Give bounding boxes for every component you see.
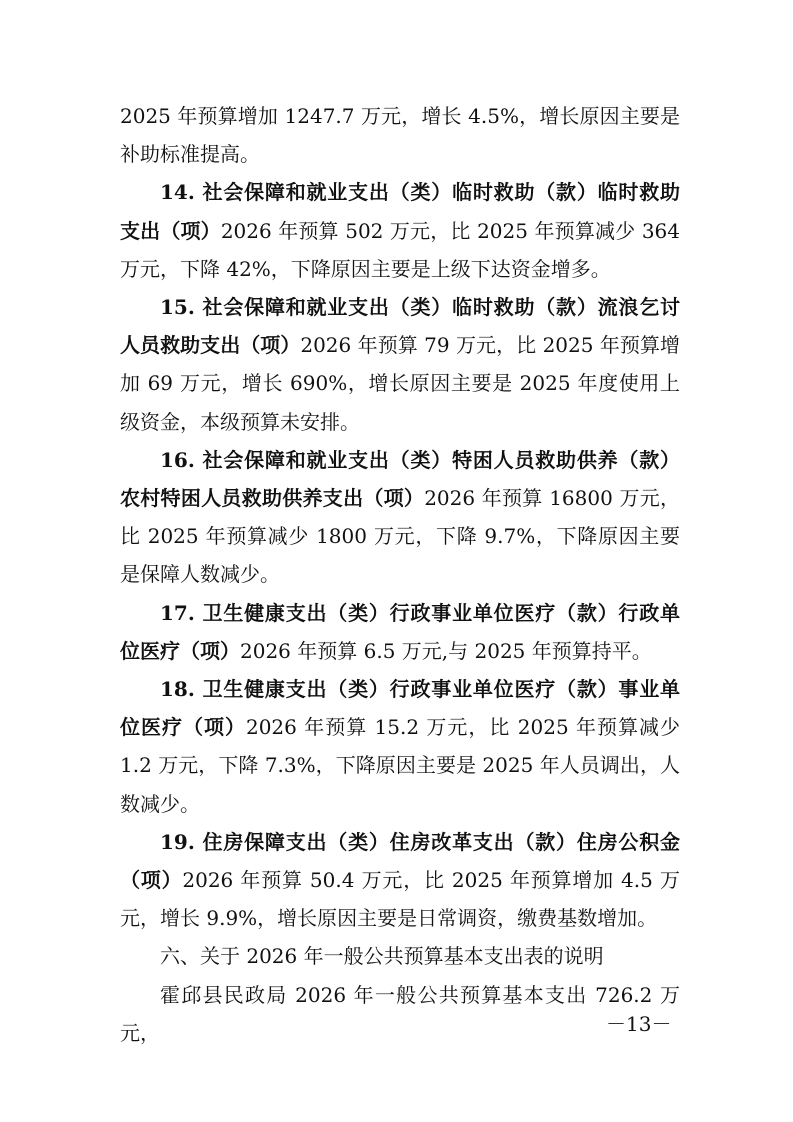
item-heading: 16. 社会保障和就业支出（类）特困人员救助供养（款）农村特困人员救助供养支出（项） [120, 447, 680, 511]
paragraph-item-19 [120, 823, 680, 938]
paragraph-item-18 [120, 670, 680, 823]
paragraph-item-14 [120, 173, 680, 288]
item-heading: 19. 住房保障支出（类）住房改革支出（款）住房公积金（项） [120, 829, 680, 893]
item-text: 2026 年预算 6.5 万元,与 2025 年预算持平。 [240, 638, 652, 663]
paragraph-text: 2025 年预算增加 1247.7 万元，增长 4.5%，增长原因主要是补助标准提高。 [120, 104, 680, 167]
item-text: 2026 年预算 16800 万元，比 2025 年预算减少 1800 万元，下降 9.7%，下降原因主要是保障人数减少。 [120, 486, 681, 587]
paragraph-continued [120, 97, 680, 173]
paragraph-item-15 [120, 288, 680, 441]
paragraph-final: 霍邱县民政局 2026 年一般公共预算基本支出 726.2 万元， [120, 982, 680, 1045]
item-heading: 18. 卫生健康支出（类）行政事业单位医疗（款）事业单位医疗（项） [120, 677, 680, 740]
item-heading: 15. 社会保障和就业支出（类）临时救助（款）流浪乞讨人员救助支出（项） [120, 295, 680, 358]
paragraph-item-16 [120, 441, 680, 594]
section-heading: 六、关于 2026 年一般公共预算基本支出表的说明 [160, 944, 604, 969]
item-text: 2026 年预算 15.2 万元，比 2025 年预算减少 1.2 万元，下降 7.3%，下降原因主要是 2025 年人员调出，人数减少。 [120, 715, 680, 816]
item-heading: 14. 社会保障和就业支出（类）临时救助（款）临时救助支出（项） [120, 180, 680, 243]
item-text: 2026 年预算 502 万元，比 2025 年预算减少 364 万元，下降 42%，下降原因主要是上级下达资金增多。 [120, 218, 680, 281]
paragraph-item-17 [120, 594, 680, 670]
document-body [120, 97, 680, 1052]
page-number: －13－ [606, 1012, 672, 1036]
item-text: 2026 年预算 79 万元，比 2025 年预算增加 69 万元，增长 690%，增长原因主要是 2025 年度使用上级资金，本级预算未安排。 [120, 333, 680, 434]
item-heading: 17. 卫生健康支出（类）行政事业单位医疗（款）行政单位医疗（项） [120, 600, 680, 663]
item-text: 2026 年预算 50.4 万元，比 2025 年预算增加 4.5 万元，增长 9.9%，增长原因主要是日常调资，缴费基数增加。 [120, 868, 681, 931]
